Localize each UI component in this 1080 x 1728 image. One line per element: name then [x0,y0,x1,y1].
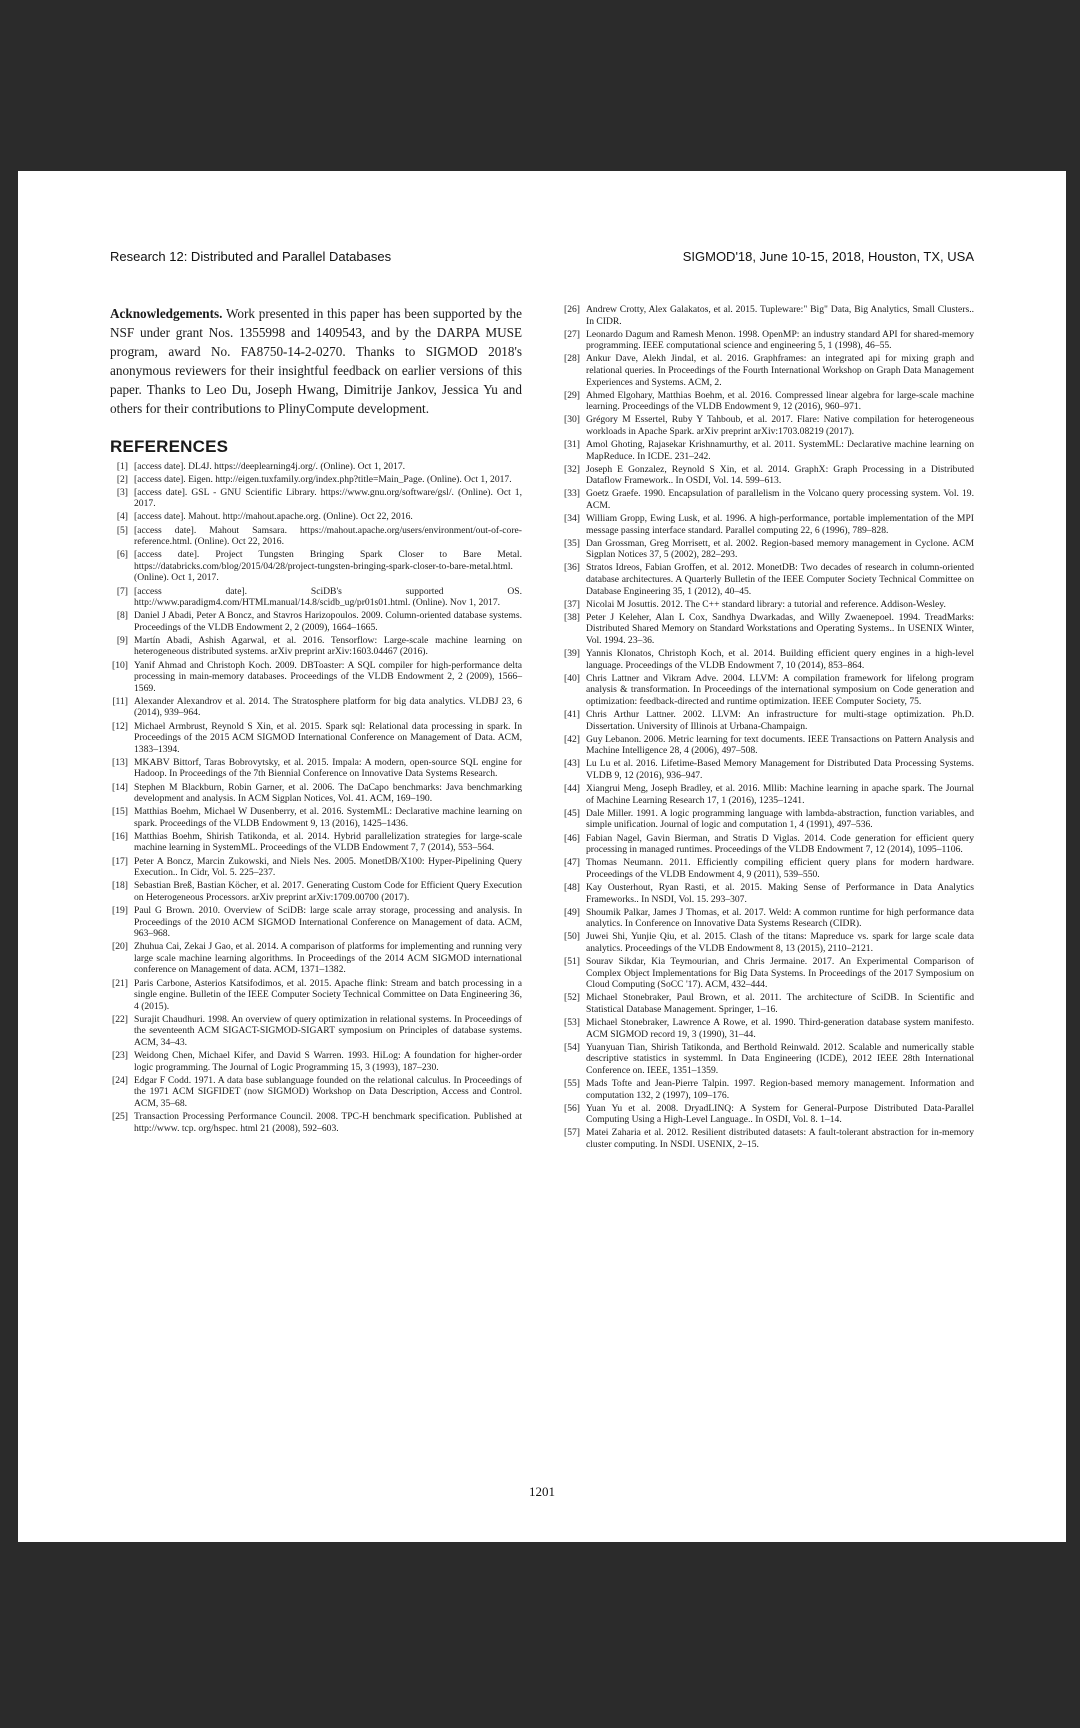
reference-entry [110,757,522,780]
reference-entry [110,1014,522,1049]
acknowledgements [110,304,522,419]
reference-entry [562,882,974,905]
reference-text: [access date]. Project Tungsten Bringing Spark Closer to Bare Metal. https://databricks.com/blog/2015/04/28/project-tungsten-bringing-spark-closer-to-bare-metal.html. (Online). Oct 1, 2017. [134,549,522,584]
reference-number: [9] [116,634,128,646]
reference-number: [5] [116,524,128,536]
reference-text: Paris Carbone, Asterios Katsifodimos, et al. 2015. Apache flink: Stream and batch processing in a single engine. Bulletin of the IEEE Computer Society Technical Committee on Data Engineering 36, 4 (2015). [134,977,522,1012]
reference-number: [31] [564,439,580,451]
reference-entry [110,461,522,473]
reference-entry [110,978,522,1013]
reference-number: [41] [564,709,580,721]
reference-entry [562,414,974,437]
reference-number: [32] [564,463,580,475]
reference-number: [7] [116,585,128,597]
reference-number: [38] [564,611,580,623]
right-column [562,304,974,1152]
reference-number: [37] [564,598,580,610]
references-heading: REFERENCES [110,436,229,456]
reference-text: Juwei Shi, Yunjie Qiu, et al. 2015. Clash of the titans: Mapreduce vs. spark for large scale data analytics. Proceedings of the VLDB Endowment 8, 13 (2015), 2110–2121. [586,931,974,954]
reference-number: [20] [112,941,128,953]
reference-entry [562,538,974,561]
reference-number: [17] [112,855,128,867]
reference-text: Chris Arthur Lattner. 2002. LLVM: An infrastructure for multi-stage optimization. Ph.D. Dissertation. University of Illinois at Urbana-Champaign. [586,709,974,732]
reference-entry [562,931,974,954]
reference-number: [12] [112,720,128,732]
reference-entry [110,474,522,486]
reference-number: [39] [564,648,580,660]
acknowledgements-body: Work presented in this paper has been supported by the NSF under grant Nos. 1355998 and 1409543, and by the DARPA MUSE program, award No. FA8750-14-2-0270. Thanks to SIGMOD 2018's anonymous reviewers for their insightful feedback on earlier versions of this paper. Thanks to Leo Du, Joseph Hwang, Dimitrije Jankov, Jessica Yu and others for their contributions to PlinyCompute development. [110,306,522,417]
reference-entry [562,709,974,732]
reference-entry [562,808,974,831]
running-header [110,249,974,264]
reference-text: William Gropp, Ewing Lusk, et al. 1996. A high-performance, portable implementation of the MPI message passing interface standard. Parallel computing 22, 6 (1996), 789–828. [586,513,974,536]
reference-text: Weidong Chen, Michael Kifer, and David S Warren. 1993. HiLog: A foundation for higher-order logic programming. The Journal of Logic Programming 15, 3 (1993), 187–230. [134,1050,522,1073]
reference-number: [18] [112,880,128,892]
reference-entry [110,831,522,854]
reference-entry [562,907,974,930]
reference-entry [562,1078,974,1101]
reference-text: Peter J Keleher, Alan L Cox, Sandhya Dwarkadas, and Willy Zwaenepoel. 1994. TreadMarks: Distributed Shared Memory on Standard Workstations and Operating Systems.. In USENIX Winter, Vol. 1994. 23–36. [586,611,974,647]
reference-text: Dale Miller. 1991. A logic programming language with lambda-abstraction, function variables, and simple unification. Journal of logic and computation 1, 4 (1991), 497–536. [586,807,974,831]
reference-text: Kay Ousterhout, Ryan Rasti, et al. 2015. Making Sense of Performance in Data Analytics Frameworks.. In NSDI, Vol. 15. 293–307. [586,881,974,905]
reference-entry [110,905,522,940]
reference-entry [110,941,522,976]
reference-entry [110,586,522,609]
reference-number: [16] [112,830,128,842]
reference-number: [21] [112,977,128,989]
paper-page [18,171,1066,1542]
reference-entry [110,549,522,584]
reference-number: [52] [564,992,580,1004]
reference-entry [562,673,974,708]
left-column [110,304,522,1152]
reference-text: Yanif Ahmad and Christoph Koch. 2009. DBToaster: A SQL compiler for high-performance delta processing in main-memory databases. Proceedings of the VLDB Endowment 2, 2 (2009), 1566–1569. [134,659,522,694]
reference-number: [50] [564,931,580,943]
reference-entry [562,1017,974,1040]
reference-text: Zhuhua Cai, Zekai J Gao, et al. 2014. A comparison of platforms for implementing and running very large scale machine learning algorithms. In Proceedings of the 2014 ACM SIGMOD international conference on Management of data. ACM, 1371–1382. [134,941,522,976]
reference-text: [access date]. Mahout Samsara. https://mahout.apache.org/users/environment/out-of-core-reference.html. (Online). Oct 22, 2016. [134,524,522,548]
reference-entry [562,390,974,413]
reference-text: Dan Grossman, Greg Morrisett, et al. 2002. Region-based memory management in Cyclone. ACM Sigplan Notices 37, 5 (2002), 282–293. [586,537,974,561]
reference-number: [49] [564,906,580,918]
reference-text: MKABV Bittorf, Taras Bobrovytsky, et al. 2015. Impala: A modern, open-source SQL engine for Hadoop. In Proceedings of the 7th Biennial Conference on Innovative Data Systems Research. [134,756,522,780]
reference-text: Daniel J Abadi, Peter A Boncz, and Stavros Harizopoulos. 2009. Column-oriented database systems. Proceedings of the VLDB Endowment 2, 2 (2009), 1664–1665. [134,610,522,633]
reference-number: [2] [116,473,128,485]
reference-text: Yuanyuan Tian, Shirish Tatikonda, and Berthold Reinwald. 2012. Scalable and numerically stable descriptive statistics in systemml. In Data Engineering (ICDE), 2012 IEEE 28th International Conference on. IEEE, 1351–1359. [586,1041,974,1076]
reference-number: [44] [564,783,580,795]
reference-text: [access date]. DL4J. https://deeplearning4j.org/. (Online). Oct 1, 2017. [134,460,406,472]
reference-number: [1] [116,460,128,472]
reference-number: [15] [112,806,128,818]
reference-entry [562,783,974,806]
reference-number: [27] [564,328,580,340]
reference-number: [51] [564,955,580,967]
reference-text: Stephen M Blackburn, Robin Garner, et al. 2006. The DaCapo benchmarks: Java benchmarking development and analysis. In ACM Sigplan Notices, Vol. 41. ACM, 169–190. [134,781,522,805]
reference-number: [55] [564,1077,580,1089]
reference-text: Surajit Chaudhuri. 1998. An overview of query optimization in relational systems. In Proceedings of the seventeenth ACM SIGACT-SIGMOD-SIGART symposium on Principles of database systems. ACM, 34–43. [134,1013,522,1048]
reference-text: Matthias Boehm, Michael W Dusenberry, et al. 2016. SystemML: Declarative machine learning on spark. Proceedings of the VLDB Endowment 9, 13 (2016), 1425–1436. [134,806,522,829]
reference-text: Amol Ghoting, Rajasekar Krishnamurthy, et al. 2011. SystemML: Declarative machine learning on MapReduce. In ICDE. 231–242. [586,439,974,462]
reference-entry [562,833,974,856]
reference-text: Michael Stonebraker, Paul Brown, et al. 2011. The architecture of SciDB. In Scientific and Statistical Database Management. Springer, 1–16. [586,992,974,1015]
reference-list-left [110,461,522,1135]
reference-entry [562,488,974,511]
reference-text: [access date]. SciDB's supported OS. http://www.paradigm4.com/HTMLmanual/14.8/scidb_ug/pr01s01.html. (Online). Nov 1, 2017. [134,585,522,609]
reference-number: [4] [116,511,128,523]
reference-number: [22] [112,1013,128,1025]
reference-number: [26] [564,304,580,315]
reference-number: [13] [112,756,128,768]
reference-number: [36] [564,562,580,574]
reference-number: [54] [564,1041,580,1053]
reference-entry [562,612,974,647]
header-track: Research 12: Distributed and Parallel Databases [110,249,392,264]
reference-number: [29] [564,389,580,401]
reference-number: [11] [112,695,128,707]
reference-entry [110,1111,522,1134]
header-venue: SIGMOD'18, June 10-15, 2018, Houston, TX, USA [682,249,974,264]
reference-text: Lu Lu et al. 2016. Lifetime-Based Memory Management for Distributed Data Processing Systems. VLDB 9, 12 (2016), 936–947. [586,758,974,782]
reference-entry [562,464,974,487]
reference-number: [46] [564,832,580,844]
two-column-body [110,304,974,1152]
reference-text: Paul G Brown. 2010. Overview of SciDB: large scale array storage, processing and analysis. In Proceedings of the 2010 ACM SIGMOD International Conference on Management of data. ACM, 963–968. [134,904,522,940]
reference-number: [25] [112,1111,128,1123]
reference-number: [6] [116,549,128,561]
reference-text: Thomas Neumann. 2011. Efficiently compiling efficient query plans for modern hardware. Proceedings of the VLDB Endowment 4, 9 (2011), 539–550. [586,857,974,880]
reference-text: Martín Abadi, Ashish Agarwal, et al. 2016. Tensorflow: Large-scale machine learning on heterogeneous distributed systems. arXiv preprint arXiv:1603.04467 (2016). [134,634,522,658]
reference-number: [43] [564,758,580,770]
reference-number: [19] [112,904,128,916]
reference-text: Grégory M Essertel, Ruby Y Tahboub, et al. 2017. Flare: Native compilation for heterogeneous workloads in Apache Spark. arXiv preprint arXiv:1703.08219 (2017). [586,414,974,437]
reference-entry [562,1042,974,1077]
reference-text: Sebastian Breß, Bastian Köcher, et al. 2017. Generating Custom Code for Efficient Query Execution on Heterogeneous Processors. arXiv preprint arXiv:1709.00700 (2017). [134,880,522,903]
reference-number: [34] [564,513,580,525]
reference-number: [56] [564,1102,580,1114]
reference-entry [562,599,974,611]
reference-number: [3] [116,486,128,498]
reference-number: [30] [564,414,580,426]
reference-text: Sourav Sikdar, Kia Teymourian, and Chris Jermaine. 2017. An Experimental Comparison of Complex Object Implementations for Big Data Systems. In Proceedings of the 2017 Symposium on Cloud Computing (SoCC '17). ACM, 432–444. [586,955,974,991]
reference-text: Michael Stonebraker, Lawrence A Rowe, et al. 1990. Third-generation database system manifesto. ACM SIGMOD record 19, 3 (1990), 31–44. [586,1016,974,1040]
reference-number: [35] [564,537,580,549]
reference-number: [45] [564,807,580,819]
reference-text: Yannis Klonatos, Christoph Koch, et al. 2014. Building efficient query engines in a high-level language. Proceedings of the VLDB Endowment 7, 10 (2014), 853–864. [586,648,974,671]
reference-text: Peter A Boncz, Marcin Zukowski, and Niels Nes. 2005. MonetDB/X100: Hyper-Pipelining Query Execution.. In Cidr, Vol. 5. 225–237. [134,855,522,879]
reference-text: Fabian Nagel, Gavin Bierman, and Stratis D Viglas. 2014. Code generation for efficient query processing in managed runtimes. Proceedings of the VLDB Endowment 7, 12 (2014), 1095–1106. [586,832,974,856]
reference-number: [47] [564,857,580,869]
reference-entry [562,734,974,757]
reference-entry [110,487,522,510]
reference-text: Ankur Dave, Alekh Jindal, et al. 2016. Graphframes: an integrated api for mixing graph and relational queries. In Proceedings of the Fourth International Workshop on Graph Data Management Experiences and Systems. ACM, 2. [586,353,974,388]
reference-text: Stratos Idreos, Fabian Groffen, et al. 2012. MonetDB: Two decades of research in column-oriented database architectures. A Quarterly Bulletin of the IEEE Computer Society Technical Committee on Database Engineering 35, 1 (2012), 40–45. [586,562,974,597]
reference-entry [562,353,974,388]
reference-entry [562,1127,974,1150]
reference-entry [562,329,974,352]
reference-text: Andrew Crotty, Alex Galakatos, et al. 2015. Tupleware:" Big" Data, Big Analytics, Small Clusters.. In CIDR. [586,304,974,327]
reference-text: Chris Lattner and Vikram Adve. 2004. LLVM: A compilation framework for lifelong program analysis & transformation. In Proceedings of the international symposium on Code generation and optimization: feedback-directed and runtime optimization. IEEE Computer Society, 75. [586,672,974,707]
reference-entry [110,782,522,805]
reference-number: [28] [564,353,580,365]
reference-entry [562,1103,974,1126]
reference-number: [14] [112,781,128,793]
reference-entry [562,513,974,536]
page-number: 1201 [529,1484,555,1499]
reference-entry [110,511,522,523]
reference-entry [562,562,974,597]
reference-entry [110,696,522,719]
reference-number: [23] [112,1050,128,1062]
reference-entry [110,660,522,695]
reference-text: Leonardo Dagum and Ramesh Menon. 1998. OpenMP: an industry standard API for shared-memory programming. IEEE computational science and engineering 5, 1 (1998), 46–55. [586,328,974,352]
reference-text: Joseph E Gonzalez, Reynold S Xin, et al. 2014. GraphX: Graph Processing in a Distributed Dataflow Framework.. In OSDI, Vol. 14. 599–613. [586,463,974,487]
reference-number: [42] [564,733,580,745]
reference-number: [33] [564,488,580,500]
reference-text: Shoumik Palkar, James J Thomas, et al. 2017. Weld: A common runtime for high performance data analytics. In Conference on Innovative Data Systems Research (CIDR). [586,906,974,930]
reference-text: [access date]. Mahout. http://mahout.apache.org. (Online). Oct 22, 2016. [134,511,413,523]
reference-text: Nicolai M Josuttis. 2012. The C++ standard library: a tutorial and reference. Addison-Wesley. [586,598,946,610]
reference-entry [562,648,974,671]
reference-entry [110,806,522,829]
reference-number: [40] [564,672,580,684]
reference-text: Edgar F Codd. 1971. A data base sublanguage founded on the relational calculus. In Proceedings of the 1971 ACM SIGFIDET (now SIGMOD) Workshop on Data Description, Access and Control. ACM, 35–68. [134,1074,522,1109]
reference-entry [110,721,522,756]
reference-text: Matei Zaharia et al. 2012. Resilient distributed datasets: A fault-tolerant abstraction for in-memory cluster computing. In NSDI. USENIX, 2–15. [586,1127,974,1150]
reference-entry [110,1075,522,1110]
reference-entry [562,439,974,462]
reference-entry [110,880,522,903]
reference-text: Michael Armbrust, Reynold S Xin, et al. 2015. Spark sql: Relational data processing in spark. In Proceedings of the 2015 ACM SIGMOD International Conference on Management of Data. ACM, 1383–1394. [134,720,522,755]
reference-text: Matthias Boehm, Shirish Tatikonda, et al. 2014. Hybrid parallelization strategies for large-scale machine learning in SystemML. Proceedings of the VLDB Endowment 7, 7 (2014), 553–564. [134,830,522,854]
reference-entry [110,635,522,658]
reference-text: Transaction Processing Performance Council. 2008. TPC-H benchmark specification. Published at http://www. tcp. org/hspec. html 21 (2008), 592–603. [134,1111,522,1134]
reference-entry [110,525,522,548]
reference-text: [access date]. Eigen. http://eigen.tuxfamily.org/index.php?title=Main_Page. (Online). Oct 1, 2017. [134,473,512,485]
reference-number: [8] [116,610,128,622]
reference-entry [110,856,522,879]
acknowledgements-title: Acknowledgements. [110,306,223,321]
reference-entry [562,857,974,880]
reference-entry [110,610,522,633]
reference-text: Goetz Graefe. 1990. Encapsulation of parallelism in the Volcano query processing system. Vol. 19. ACM. [586,488,974,511]
reference-number: [57] [564,1127,580,1139]
reference-text: Yuan Yu et al. 2008. DryadLINQ: A System for General-Purpose Distributed Data-Parallel Computing Using a High-Level Language.. In OSDI, Vol. 8. 1–14. [586,1102,974,1126]
reference-number: [10] [112,659,128,671]
reference-entry [110,1050,522,1073]
reference-text: Guy Lebanon. 2006. Metric learning for text documents. IEEE Transactions on Pattern Analysis and Machine Intelligence 28, 4 (2006), 497–508. [586,733,974,757]
reference-text: Alexander Alexandrov et al. 2014. The Stratosphere platform for big data analytics. VLDBJ 23, 6 (2014), 939–964. [134,695,522,719]
reference-text: [access date]. GSL - GNU Scientific Library. https://www.gnu.org/software/gsl/. (Online). Oct 1, 2017. [134,486,522,510]
reference-number: [24] [112,1074,128,1086]
reference-entry [562,956,974,991]
reference-text: Mads Tofte and Jean-Pierre Talpin. 1997. Region-based memory management. Information and computation 132, 2 (1997), 109–176. [586,1077,974,1101]
reference-entry [562,304,974,327]
reference-entry [562,992,974,1015]
reference-list-right [562,304,974,1150]
reference-entry [562,758,974,781]
reference-number: [48] [564,881,580,893]
reference-text: Ahmed Elgohary, Matthias Boehm, et al. 2016. Compressed linear algebra for large-scale machine learning. Proceedings of the VLDB Endowment 9, 12 (2016), 960–971. [586,389,974,413]
reference-number: [53] [564,1016,580,1028]
reference-text: Xiangrui Meng, Joseph Bradley, et al. 2016. Mllib: Machine learning in apache spark. The Journal of Machine Learning Research 17, 1 (2016), 1235–1241. [586,783,974,806]
